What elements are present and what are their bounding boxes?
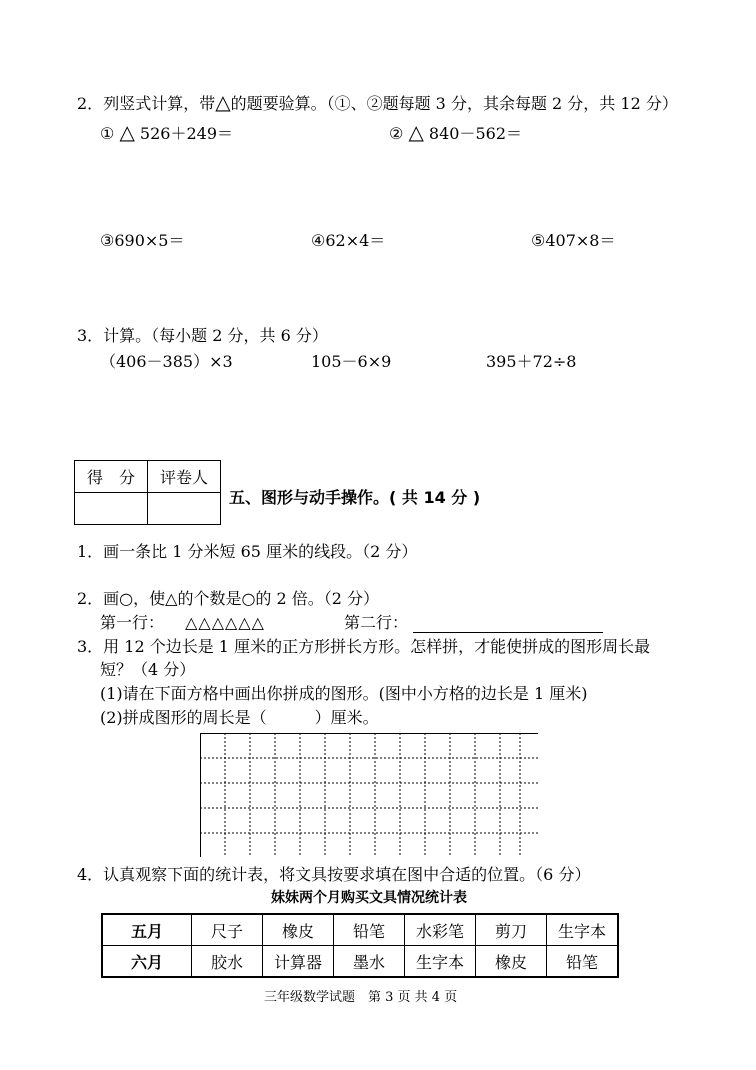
q2-item-1 [100,121,233,144]
stat-table [101,913,619,978]
table-cell: 橡皮 [476,946,547,978]
table-cell: 生字本 [547,914,619,946]
month-cell: 五月 [102,914,192,946]
page-footer: 三年级数学试题 第 3 页 共 4 页 [264,990,458,1005]
q3-title: 3．计算。（每小题 2 分，共 6 分） [77,326,328,345]
month-cell: 六月 [102,946,192,978]
triangle-icon: △ [119,120,135,144]
row1-triangles: △△△△△△ [185,613,265,632]
table-cell: 胶水 [192,946,263,978]
s5-q1: 1．画一条比 1 分米短 65 厘米的线段。（2 分） [77,542,418,561]
table-cell: 橡皮 [263,914,334,946]
triangle-icon: △ [215,90,231,114]
q3-item-3: 395＋72÷8 [486,352,577,371]
score-header: 得 分 [75,461,148,493]
score-cell[interactable] [75,493,148,525]
table-cell: 铅笔 [547,946,619,978]
q2-item-expr: 526＋249＝ [139,124,234,143]
triangle-icon: △ [408,120,424,144]
q2-item-mark: ④ [311,231,326,250]
s5-q2: 2．画○，使△的个数是○的 2 倍。（2 分） [77,589,380,608]
score-table [74,460,221,525]
stat-table-caption: 妹妹两个月购买文具情况统计表 [271,890,467,906]
s5-q3-sub2: (2)拼成图形的周长是（ ）厘米。 [100,708,379,727]
table-cell: 墨水 [334,946,405,978]
q2-item-4 [311,228,385,251]
s5-q3-sub1: (1)请在下面方格中画出你拼成的图形。(图中小方格的边长是 1 厘米) [100,684,588,703]
q2-item-expr: 840－562＝ [428,124,523,143]
drawing-grid[interactable] [200,733,538,857]
table-cell: 水彩笔 [405,914,476,946]
table-cell: 铅笔 [334,914,405,946]
table-row [102,946,618,978]
grader-header: 评卷人 [148,461,221,493]
s5-q2-row1 [100,610,265,633]
q2-item-mark: ① [100,124,115,143]
grader-cell[interactable] [148,493,221,525]
s5-q4: 4．认真观察下面的统计表，将文具按要求填在图中合适的位置。（6 分） [77,865,591,884]
q2-title [77,91,678,114]
q2-item-mark: ③ [100,231,115,250]
q2-item-5 [531,228,615,251]
table-cell: 尺子 [192,914,263,946]
q2-item-3 [100,228,184,251]
q2-item-expr: 62×4＝ [325,231,386,250]
q2-item-mark: ② [389,124,404,143]
table-cell: 生字本 [405,946,476,978]
q2-item-mark: ⑤ [531,231,546,250]
row2-label: 第二行： [344,613,409,632]
row1-label: 第一行： [100,613,165,632]
table-cell: 剪刀 [476,914,547,946]
q2-number: 2． [77,94,104,113]
q2-item-expr: 407×8＝ [545,231,616,250]
table-cell: 计算器 [263,946,334,978]
q3-item-1: （406－385）×3 [100,352,233,371]
s5-q3-line1: 3．用 12 个边长是 1 厘米的正方形拼长方形。怎样拼，才能使拼成的图形周长最 [77,637,651,656]
s5-q2-row2 [344,610,603,633]
row2-answer-line[interactable] [413,614,603,633]
s5-q3-line2: 短？（4 分） [100,660,196,679]
table-row [102,914,618,946]
q2-title-tail: 的题要验算。（①、②题每题 3 分，其余每题 2 分，共 12 分） [230,94,678,113]
q2-item-expr: 690×5＝ [114,231,185,250]
q2-title-text: 列竖式计算，带 [103,94,216,113]
section5-title: 五、图形与动手操作。( 共 14 分 ) [229,488,481,507]
q3-item-2: 105－6×9 [311,352,392,371]
q2-item-2 [389,121,522,144]
